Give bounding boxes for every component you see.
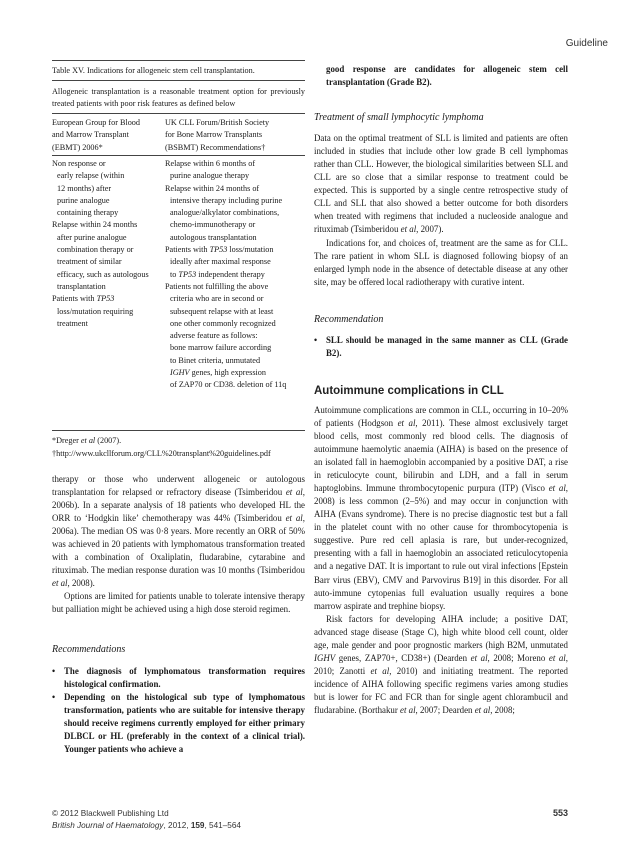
table-note: Allogeneic transplantation is a reasonable treatment option for previously treated patients with poor risk features as defined below [52,87,305,108]
recommendation-item: • The diagnosis of lymphomatous transformation requires histological confirmation. [52,665,305,691]
paragraph-sll-data: Data on the optimal treatment of SLL is limited and patients are often included in studies that include other low grade B cell lymphomas rather than CLL. However, the biological similarities between SLL and CLL are so close that a similar response to treatment could be expected. This is supported by a single centre retrospective study of CLL and SLL that also showed a better outcome for both disorders when treated with regimens that included a nucleoside analogue and rituximab (Tsimberidou et al, 2007). [314,133,568,235]
table-cell: Patients with TP53 loss/mutation requiring treatment [52,294,134,328]
recommendation-item: • Depending on the histological sub type of lymphomatous transformation, patients who are suitable for intensive therapy should receive regimens currently employed for either primary DLBCL or HL (preferably in the context of a clinical trial). Younger patients who achieve a [52,691,305,756]
sll-recommendation-heading: Recommendation [314,313,384,325]
table-col1-cells [52,158,164,330]
paragraph-aiha-risk: Risk factors for developing AIHA include; a positive DAT, advanced stage disease (Stage C), high white blood cell count, older age, male gender and poor prognostic markers (high B2M, unmutated IGHV genes, ZAP70+, CD38+) (Dearden et al, 2008; Moreno et al, 2010; Zanotti et al, 2010) and initiating treatment. The reported incidence of AIHA following specific regimens varies among studies but is lower for FC and FCR than for single agent chlorambucil and fludarabine. (Borthakur et al, 2007; Dearden et al, 2008; [314,613,568,715]
paragraph-autoimmune: Autoimmune complications are common in CLL, occurring in 10–20% of patients (Hodgson et al, 2011). These almost exclusively target blood cells, most commonly red blood cells. The diagnosis of autoimmune haemolytic anaemia (AIHA) is based on the presence of an isolated fall in haemoglobin accompanied by a positive DAT, a rise in reticulocyte count, bilirubin and LDH, and a fall in serum haptoglobins. Immune thrombocytopenic purpura (ITP) (Visco et al, 2008) is less common (2–5%) and may occur in conjunction with AIHA (Evans syndrome). There is no precise diagnostic test but a fall in the platelet count with no other cause for thrombocytopenia is suggestive. Pure red cell aplasia is rare, but under-recognized, presenting with a fall in haemoglobin an associated reticulocytopenia and a negative DAT. It is important to rule out viral infections [Epstein Barr virus (EBV), CMV and Parvovirus B19] in this disorder. For all auto-immune cytopenias full evaluation usually requires a bone marrow aspirate and trephine biopsy. [314,404,569,611]
paragraph-palliation: Options are limited for patients unable to tolerate intensive therapy but palliation might be achieved using a high dose steroid regimen. [52,591,305,615]
table-bottom-rule [52,430,305,431]
table-cell: Patients with TP53 loss/mutation ideally after maximal response to TP53 independent therapy [165,245,274,279]
table-top-rule [52,60,305,61]
paragraph-lymphoma-outcomes: therapy or those who underwent allogeneic or autologous transplantation for relapsed or refractory disease (Tsimberidou et al, 2006b). In a separate analysis of 18 patients who developed HL the ORR to ‘Hodgkin like’ chemotherapy was 44% (Tsimberidou et al, 2006a). The median OS was 0·8 years. More recently an ORR of 50% was achieved in 20 patients with lymphomatous transformation treated with a combination of Oxaliplatin, fludarabine, cytarabine and rituximab. The median response duration was 10 months (Tsimberidou et al, 2008). [52,474,305,589]
recommendations-list [52,665,305,756]
left-column-body [52,473,305,756]
right-column-body [314,63,568,717]
footer-citation [52,808,241,832]
recommendations-list-continued [314,63,568,89]
sll-heading: Treatment of small lymphocytic lymphoma [314,112,484,124]
table-footnote-2: †http://www.ukcllforum.org/CLL%20transplant%20guidelines.pdf [52,449,271,458]
table-col2-header: UK CLL Forum/British Society for Bone Marrow Transplants (BSBMT) Recommendations† [165,118,270,152]
table-caption: Table XV. Indications for allogeneic stem cell transplantation. [52,66,255,75]
table-cell: Relapse within 24 months after purine analogue combination therapy or treatment of similar efficacy, such as autologous transplantation [52,220,149,291]
table-col1-header: European Group for Blood and Marrow Transplant (EBMT) 2006* [52,118,140,152]
sll-recommendation-list [314,334,568,360]
table-note-rule [52,113,305,114]
table-cell: Non response or early relapse (within 12 months) after purine analogue containing therapy [52,159,125,218]
recommendations-heading: Recommendations [52,643,126,655]
table-header-rule [52,155,305,156]
autoimmune-heading: Autoimmune complications in CLL [314,384,504,397]
page-number: 553 [552,808,568,818]
copyright-line: © 2012 Blackwell Publishing Ltd [52,809,169,818]
paragraph-sll-indications: Indications for, and choices of, treatment are the same as for CLL. The rare patient in whom SLL is diagnosed following biopsy of an enlarged lymph node in the absence of detectable disease at any other site, may be offered local radiotherapy with curative intent. [314,237,568,287]
table-caption-rule [52,80,305,81]
recommendation-item-continued: good response are candidates for allogeneic stem cell transplantation (Grade B2). [326,64,568,88]
table-cell: Relapse within 6 months of purine analogue therapy [165,159,256,181]
journal-citation: British Journal of Haematology, 2012, 159, 541–564 [52,821,241,830]
table-col2-cells [165,158,307,392]
table-cell: Relapse within 24 months of intensive therapy including purine analogue/alkylator combinations, chemo-immunotherapy or autologous transplantation [165,183,283,242]
running-header: Guideline [565,38,608,49]
table-footnote-1: *Dreger et al (2007). [52,436,122,445]
recommendation-item: • SLL should be managed in the same manner as CLL (Grade B2). [314,334,568,360]
table-cell: Patients not fulfilling the above criteria who are in second or subsequent relapse with at least one other commonly recognized adverse feature as follows: bone marrow failure according to Binet criteria, unmutated IGHV genes, high expression of ZAP70 or CD38. deletion of 11q [165,281,287,390]
